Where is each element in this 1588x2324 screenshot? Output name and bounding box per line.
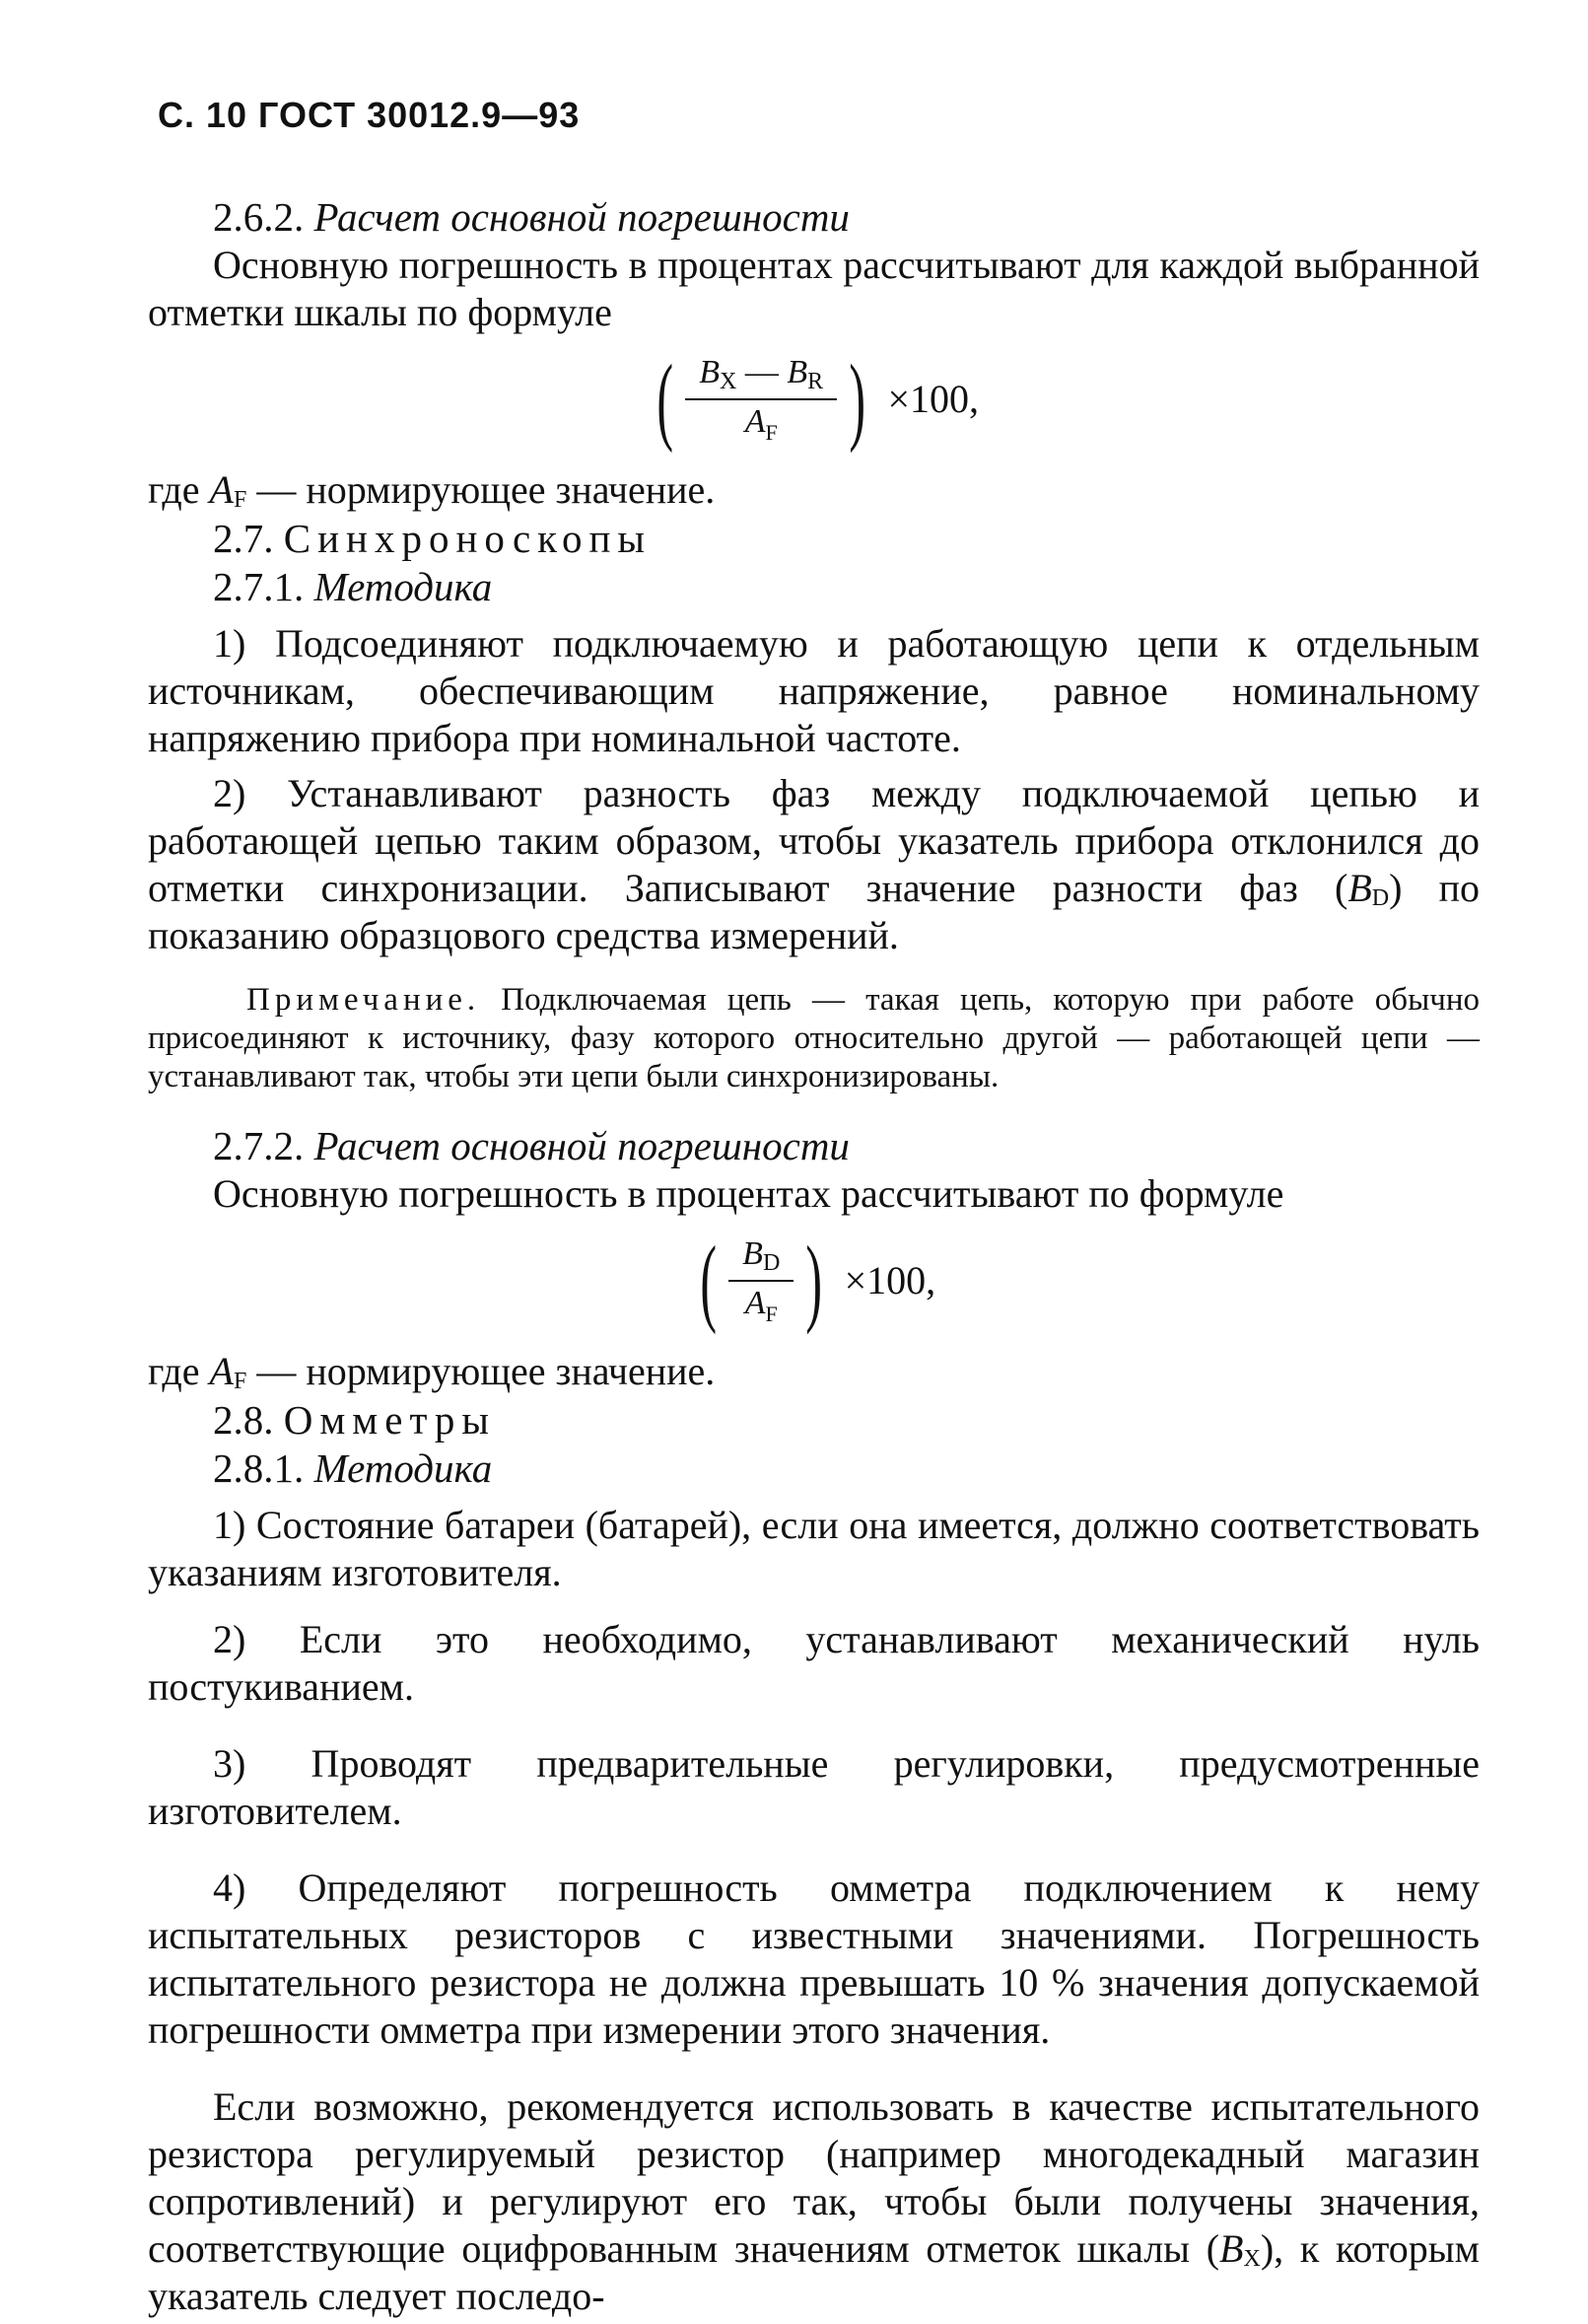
where-clause: где AF — нормирующее значение. bbox=[148, 467, 716, 514]
right-paren: ) bbox=[849, 344, 866, 455]
section-number: 2.7.1. bbox=[213, 564, 305, 610]
page-header: С. 10 ГОСТ 30012.9—93 bbox=[158, 95, 581, 135]
paragraph: 2) Устанавливают разность фаз между подключаемой цепью и работающей цепью таким образом, чтобы указатель прибора отклонился до отметки синхронизации. Записывают значение разности фаз (BD) по показанию образцового средства измерений. bbox=[148, 770, 1480, 958]
section-number: 2.6.2. bbox=[213, 194, 305, 241]
section-2-7-2-heading bbox=[213, 1122, 1480, 1170]
where-clause: где AF — нормирующее значение. bbox=[148, 1349, 716, 1395]
fraction-numerator: $B_X$ — $B_R$ bbox=[685, 353, 837, 400]
paragraph: Если возможно, рекомендуется использовать в качестве испытательного резистора регулируемый резистор (например многодекадный магазин сопротивлений) и регулируют его так, чтобы были получены значения, соответствующие оцифрованным значениям отметок шкалы (BX), к которым указатель следует последо- bbox=[148, 2083, 1480, 2319]
section-number: 2.8.1. bbox=[213, 1445, 305, 1492]
section-number: 2.7. bbox=[213, 516, 274, 562]
section-title: Методика bbox=[313, 1445, 493, 1492]
paragraph: Основную погрешность в процентах рассчитывают для каждой выбранной отметки шкалы по формуле bbox=[148, 243, 1480, 335]
section-title: Методика bbox=[313, 564, 493, 610]
section-title: Синхроноскопы bbox=[283, 516, 652, 562]
note bbox=[148, 981, 1480, 1096]
paragraph: 1) Подсоединяют подключаемую и работающую цепи к отдельным источникам, обеспечивающим напряжение, равное номинальному напряжению прибора при номинальной частоте. bbox=[148, 620, 1480, 760]
multiplier: ×100, bbox=[844, 1258, 936, 1303]
note-text: Подключаемая цепь — такая цепь, которую при работе обычно присоединяют к источнику, фазу которого относительно другой — работающей цепи — устанавливают так, чтобы эти цепи были синхронизированы. bbox=[148, 982, 1480, 1095]
section-2-8-1-heading bbox=[213, 1444, 1480, 1493]
section-2-7-1-heading bbox=[213, 563, 1480, 611]
fraction-denominator: $A_F$ bbox=[744, 403, 778, 446]
right-paren: ) bbox=[805, 1226, 823, 1336]
left-paren: ( bbox=[700, 1226, 717, 1336]
left-paren: ( bbox=[656, 344, 673, 455]
section-number: 2.8. bbox=[213, 1397, 274, 1444]
paragraph: 1) Состояние батареи (батарей), если она имеется, должно соответствовать указаниям изготовителя. bbox=[148, 1502, 1480, 1594]
paragraph: Основную погрешность в процентах рассчитывают по формуле bbox=[213, 1171, 1284, 1217]
section-number: 2.7.2. bbox=[213, 1123, 305, 1169]
paragraph: 2) Если это необходимо, устанавливают механический нуль постукиванием. bbox=[148, 1616, 1480, 1709]
section-title: Омметры bbox=[283, 1397, 496, 1444]
section-title: Расчет основной погрешности bbox=[313, 194, 850, 241]
section-title: Расчет основной погрешности bbox=[313, 1123, 850, 1169]
section-2-8-heading bbox=[213, 1396, 1480, 1444]
fraction-numerator: $B_D$ bbox=[728, 1234, 794, 1282]
formula-synchroscope-error bbox=[148, 1226, 1480, 1336]
note-label: Примечание. bbox=[246, 982, 481, 1019]
fraction bbox=[685, 353, 837, 446]
formula-basic-error bbox=[148, 344, 1480, 455]
paragraph: 3) Проводят предварительные регулировки, предусмотренные изготовителем. bbox=[148, 1740, 1480, 1833]
paragraph: 4) Определяют погрешность омметра подключением к нему испытательных резисторов с известными значениями. Погрешность испытательного резистора не должна превышать 10 % значения допускаемой погрешности омметра при измерении этого значения. bbox=[148, 1865, 1480, 2052]
section-2-7-heading bbox=[213, 515, 1480, 563]
fraction-denominator: $A_F$ bbox=[744, 1285, 778, 1327]
section-2-6-2-heading bbox=[213, 193, 1480, 242]
multiplier: ×100, bbox=[887, 377, 980, 422]
fraction bbox=[728, 1234, 794, 1327]
